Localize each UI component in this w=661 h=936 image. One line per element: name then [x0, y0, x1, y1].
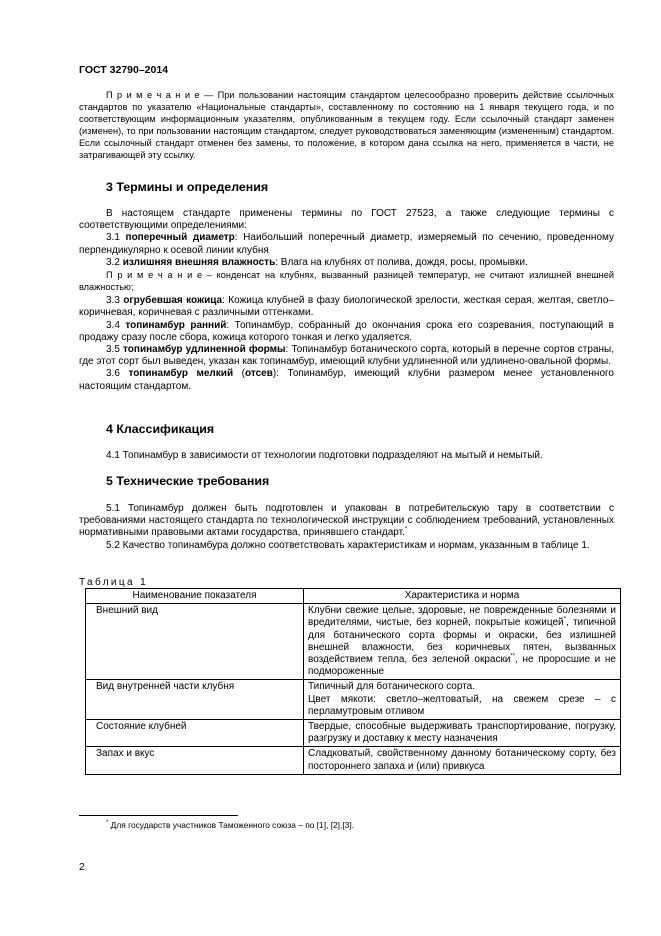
term-name-alt: отсев [244, 368, 273, 380]
column-header-norm: Характеристика и норма [304, 589, 621, 604]
clause-5-2: 5.2 Качество топинамбура должно соответствовать характеристикам и нормам, указанным в таблице 1. [106, 539, 590, 551]
term-3-2-note [79, 269, 614, 293]
table-header-row [86, 589, 621, 604]
section-5-body [79, 503, 614, 552]
term-name: огрубевшая кожица [123, 295, 223, 307]
note-label: П р и м е ч а н и е [106, 270, 203, 281]
term-number: 3.2 [106, 256, 123, 268]
term-definition: : Наибольший поперечный диаметр, измеряемый по сечению, проведенному перпендикулярно к осевой линии клубня [79, 232, 614, 256]
section-5-heading: 5 Технические требования [106, 474, 270, 488]
term-number: 3.6 [106, 368, 129, 380]
note-text: — При пользовании настоящим стандартом целесообразно проверить действие ссылочных стандартов по указателю «Национальные стандарты», составленному по состоянию на 1 января текущего года, и по соответствующим информационным указателям, опубликованным в текущем году. Если ссылочный стандарт заменен (изменен), то при пользовании настоящим стандартом, следует руководствоваться заменяющим (измененным) стандартом. Если ссылочный стандарт отменен без замены, то положение, в котором дана ссылка на него, применяется в части, не затрагивающей эту ссылку. [79, 90, 614, 161]
indicator-cell: Внешний вид [86, 604, 304, 680]
norm-text: , типичной для ботанического сорта формы и окраски, без излишней внешней влажности, без коричневых пятен, вызванных воздействием тепла, без зеленой окраски [308, 617, 617, 666]
norm-text: Клубни свежие целые, здоровые, не поврежденные болезнями и вредителями, чистые, без корней, покрытые кожицей [308, 605, 616, 629]
term-3-5 [79, 344, 614, 368]
indicator-cell: Состояние клубней [86, 720, 304, 747]
characteristics-table [85, 588, 621, 775]
footnote [106, 820, 354, 830]
norm-cell [304, 604, 621, 680]
norm-text: Цвет мякоти: светло–желтоватый, на свежем срезе – с перламутровым отливом [308, 693, 616, 717]
table-row [86, 720, 621, 747]
term-name: топинамбур ранний [125, 319, 227, 331]
term-name: топинамбур мелкий [128, 368, 234, 380]
section-4-heading: 4 Классификация [106, 422, 215, 436]
term-3-3 [79, 295, 614, 319]
footnote-ref: * [404, 527, 408, 534]
section-3-heading: 3 Термины и определения [106, 180, 269, 194]
norm-cell: Твердые, способные выдерживать транспортирование, погрузку, разгрузку и доставку к месту назначения [304, 720, 621, 747]
footnote-mark: * [106, 820, 109, 827]
term-definition: : Кожица клубней в фазу биологической зрелости, жесткая серая, желтая, светло–коричневая, коричневая с различными оттенками. [79, 295, 614, 319]
indicator-cell: Вид внутренней части клубня [86, 680, 304, 720]
clause-5-1 [79, 503, 614, 540]
norm-text: , не проросшие и не подмороженные [308, 654, 616, 678]
norm-cell [304, 680, 621, 720]
table-row [86, 604, 621, 680]
document-header: ГОСТ 32790–2014 [79, 64, 169, 76]
footnote-divider [79, 815, 238, 816]
term-number: 3.3 [106, 295, 124, 307]
term-3-2 [79, 257, 614, 269]
table-row [86, 747, 621, 774]
term-name: излишняя внешняя влажность [122, 256, 276, 268]
term-3-6 [79, 368, 614, 392]
term-number: 3.4 [106, 319, 126, 331]
norm-cell: Сладковатый, свойственному данному ботаническому сорту, без постороннего запаха и (или) привкуса [304, 747, 621, 774]
note-label: П р и м е ч а н и е [106, 90, 200, 100]
page-number: 2 [79, 861, 85, 873]
indicator-cell: Запах и вкус [86, 747, 304, 774]
reference-note [79, 89, 614, 162]
term-name: поперечный диаметр [125, 232, 235, 244]
table-row [86, 680, 621, 720]
table-caption: Таблица 1 [79, 577, 149, 588]
term-3-1 [79, 232, 614, 256]
footnote-ref: ** [510, 653, 516, 660]
column-header-indicator: Наименование показателя [86, 589, 304, 604]
term-paren: ( [233, 368, 245, 380]
term-definition: : Топинамбур ботанического сорта, который в перечне сортов страны, где этот сорт был выведен, указан как топинамбур, имеющий клубни удлиненной или удлинено-овальной формы. [79, 344, 614, 368]
section-3-intro: В настоящем стандарте применены термины по ГОСТ 27523, а также следующие термины с соответствующими определениями: [79, 208, 614, 232]
term-name: топинамбур удлиненной формы [123, 344, 286, 356]
term-definition: : Топинамбур, собранный до окончания срока его созревания, поступающий в продажу сразу после сбора, кожица которого тонкая и легко удаляется. [79, 319, 614, 343]
term-3-4 [79, 320, 614, 344]
term-number: 3.1 [106, 232, 126, 244]
footnote-text: Для государств участников Таможенного союза – по [1], [2],[3]. [108, 820, 354, 830]
term-definition: ): Топинамбур, имеющий клубни размером менее установленного настоящим стандартом. [79, 368, 614, 392]
section-4-text: 4.1 Топинамбур в зависимости от технологии подготовки подразделяют на мытый и немытый. [106, 450, 543, 461]
note-text: – конденсат на клубнях, вызванный разницей температур, не считают излишней внешней влажностью; [79, 270, 614, 293]
section-3-body [79, 208, 614, 393]
term-definition: : Влага на клубнях от полива, дождя, росы, промывки. [275, 256, 528, 268]
norm-text: Типичный для ботанического сорта. [308, 681, 476, 693]
footnote-ref: * [563, 617, 566, 624]
term-number: 3.5 [106, 344, 124, 356]
clause-text: 5.1 Топинамбур должен быть подготовлен и упакован в потребительскую тару в соответствии с требованиями настоящего стандарта по технологической инструкции с соблюдением требований, установленных нормативными правовыми актами государства, принявшего стандарт. [79, 503, 614, 539]
